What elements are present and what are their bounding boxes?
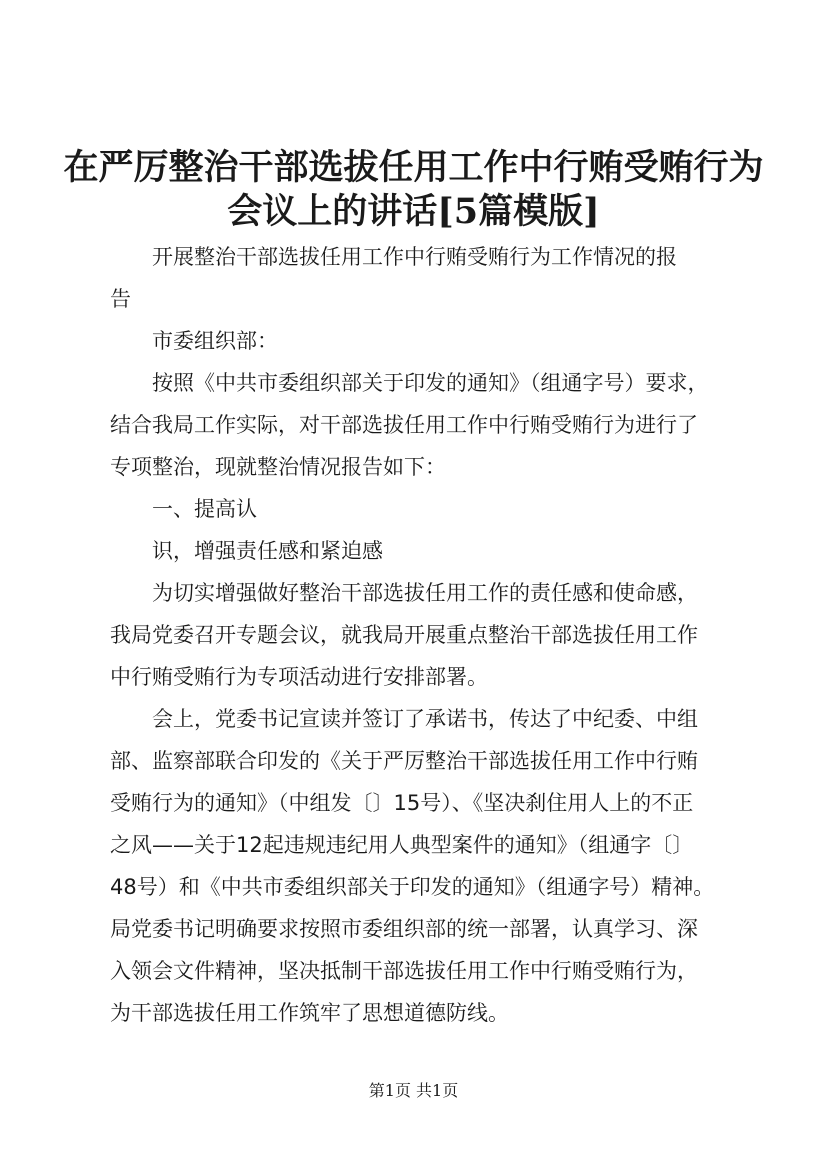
paragraph-3-line-5: 48号）和《中共市委组织部关于印发的通知》（组通字号）精神。	[110, 875, 715, 899]
document-title-line-2: 会议上的讲话[5篇模版]	[227, 191, 600, 232]
section-heading-line-1: 一、提高认	[152, 497, 257, 521]
section-heading-line-2: 识，增强责任感和紧迫感	[152, 539, 383, 563]
paragraph-3-line-3: 受贿行为的通知》（中组发〔〕15号）、《坚决刹住用人上的不正	[110, 791, 694, 815]
paragraph-3-line-8: 为干部选拔任用工作筑牢了思想道德防线。	[110, 1001, 509, 1025]
paragraph-1-line-1: 按照《中共市委组织部关于印发的通知》（组通字号）要求，	[152, 371, 709, 395]
recipient-line: 市委组织部：	[152, 329, 278, 353]
heading-line-2: 告	[110, 287, 131, 311]
paragraph-1-line-3: 专项整治，现就整治情况报告如下：	[110, 455, 446, 479]
page-footer: 第1页 共1页	[368, 1081, 459, 1100]
paragraph-3-line-2: 部、监察部联合印发的《关于严厉整治干部选拔任用工作中行贿	[110, 749, 698, 773]
document-title-line-1: 在严厉整治干部选拔任用工作中行贿受贿行为	[63, 147, 764, 188]
paragraph-3-line-6: 局党委书记明确要求按照市委组织部的统一部署，认真学习、深	[110, 917, 698, 941]
paragraph-1-line-2: 结合我局工作实际，对干部选拔任用工作中行贿受贿行为进行了	[110, 413, 698, 437]
paragraph-2-line-3: 中行贿受贿行为专项活动进行安排部署。	[110, 665, 488, 689]
paragraph-3-line-4: 之风——关于12起违规违纪用人典型案件的通知》（组通字〔〕	[110, 833, 694, 857]
paragraph-2-line-1: 为切实增强做好整治干部选拔任用工作的责任感和使命感，	[152, 581, 698, 605]
heading-line-1: 开展整治干部选拔任用工作中行贿受贿行为工作情况的报	[152, 245, 677, 269]
paragraph-3-line-1: 会上，党委书记宣读并签订了承诺书，传达了中纪委、中组	[152, 707, 698, 731]
paragraph-2-line-2: 我局党委召开专题会议，就我局开展重点整治干部选拔任用工作	[110, 623, 698, 647]
paragraph-3-line-7: 入领会文件精神，坚决抵制干部选拔任用工作中行贿受贿行为，	[110, 959, 698, 983]
